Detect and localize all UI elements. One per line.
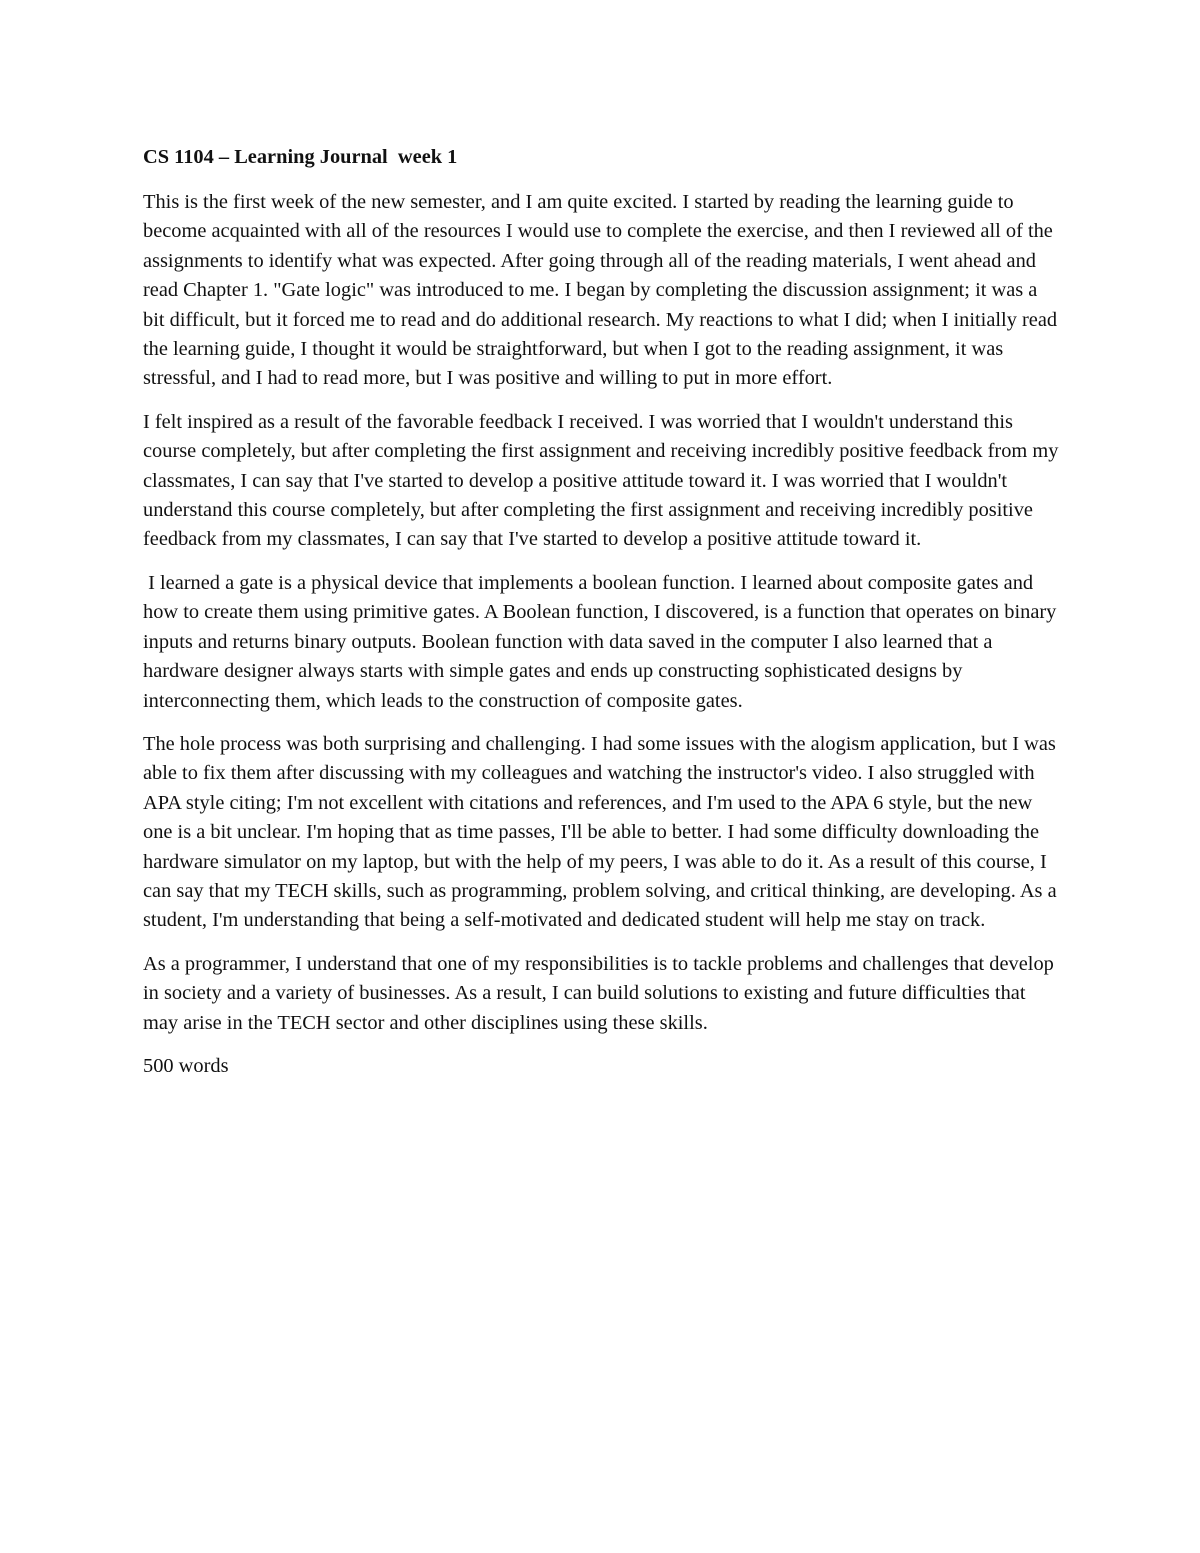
document-body — [143, 140, 1063, 1081]
word-count: 500 words — [143, 1054, 229, 1077]
document-title: CS 1104 – Learning Journal week 1 — [143, 146, 458, 168]
paragraph-gates: I learned a gate is a physical device that implements a boolean function. I learned about composite gates and how to create them using primitive gates. A Boolean function, I discovered, is a function that operates on binary inputs and returns binary outputs. Boolean function with data saved in the computer I also learned that a hardware designer always starts with simple gates and ends up constructing sophisticated designs by interconnecting them, which leads to the construction of composite gates. — [143, 571, 1062, 712]
paragraph-process: The hole process was both surprising and challenging. I had some issues with the alogism application, but I was able to fix them after discussing with my colleagues and watching the instructor's video. I also struggled with APA style citing; I'm not excellent with citations and references, and I'm used to the APA 6 style, but the new one is a bit unclear. I'm hoping that as time passes, I'll be able to better. I had some difficulty downloading the hardware simulator on my laptop, but with the help of my peers, I was able to do it. As a result of this course, I can say that my TECH skills, such as programming, problem solving, and critical thinking, are developing. As a student, I'm understanding that being a self-motivated and dedicated student will help me stay on track. — [143, 732, 1057, 932]
paragraph-feedback: I felt inspired as a result of the favorable feedback I received. I was worried that I wouldn't understand this course completely, but after completing the first assignment and receiving incredibly positive feedback from my classmates, I can say that I've started to develop a positive attitude toward it. I was worried that I wouldn't understand this course completely, but after completing the first assignment and receiving incredibly positive feedback from my classmates, I can say that I've started to develop a positive attitude toward it. — [143, 410, 1059, 551]
paragraph-programmer: As a programmer, I understand that one of my responsibilities is to tackle problems and challenges that develop in society and a variety of businesses. As a result, I can build solutions to existing and future difficulties that may arise in the TECH sector and other disciplines using these skills. — [143, 952, 1054, 1034]
paragraph-intro: This is the first week of the new semester, and I am quite excited. I started by reading the learning guide to become acquainted with all of the resources I would use to complete the exercise, and then I reviewed all of the assignments to identify what was expected. After going through all of the reading materials, I went ahead and read Chapter 1. "Gate logic" was introduced to me. I began by completing the discussion assignment; it was a bit difficult, but it forced me to read and do additional research. My reactions to what I did; when I initially read the learning guide, I thought it would be straightforward, but when I got to the reading assignment, it was stressful, and I had to read more, but I was positive and willing to put in more effort. — [143, 191, 1058, 390]
